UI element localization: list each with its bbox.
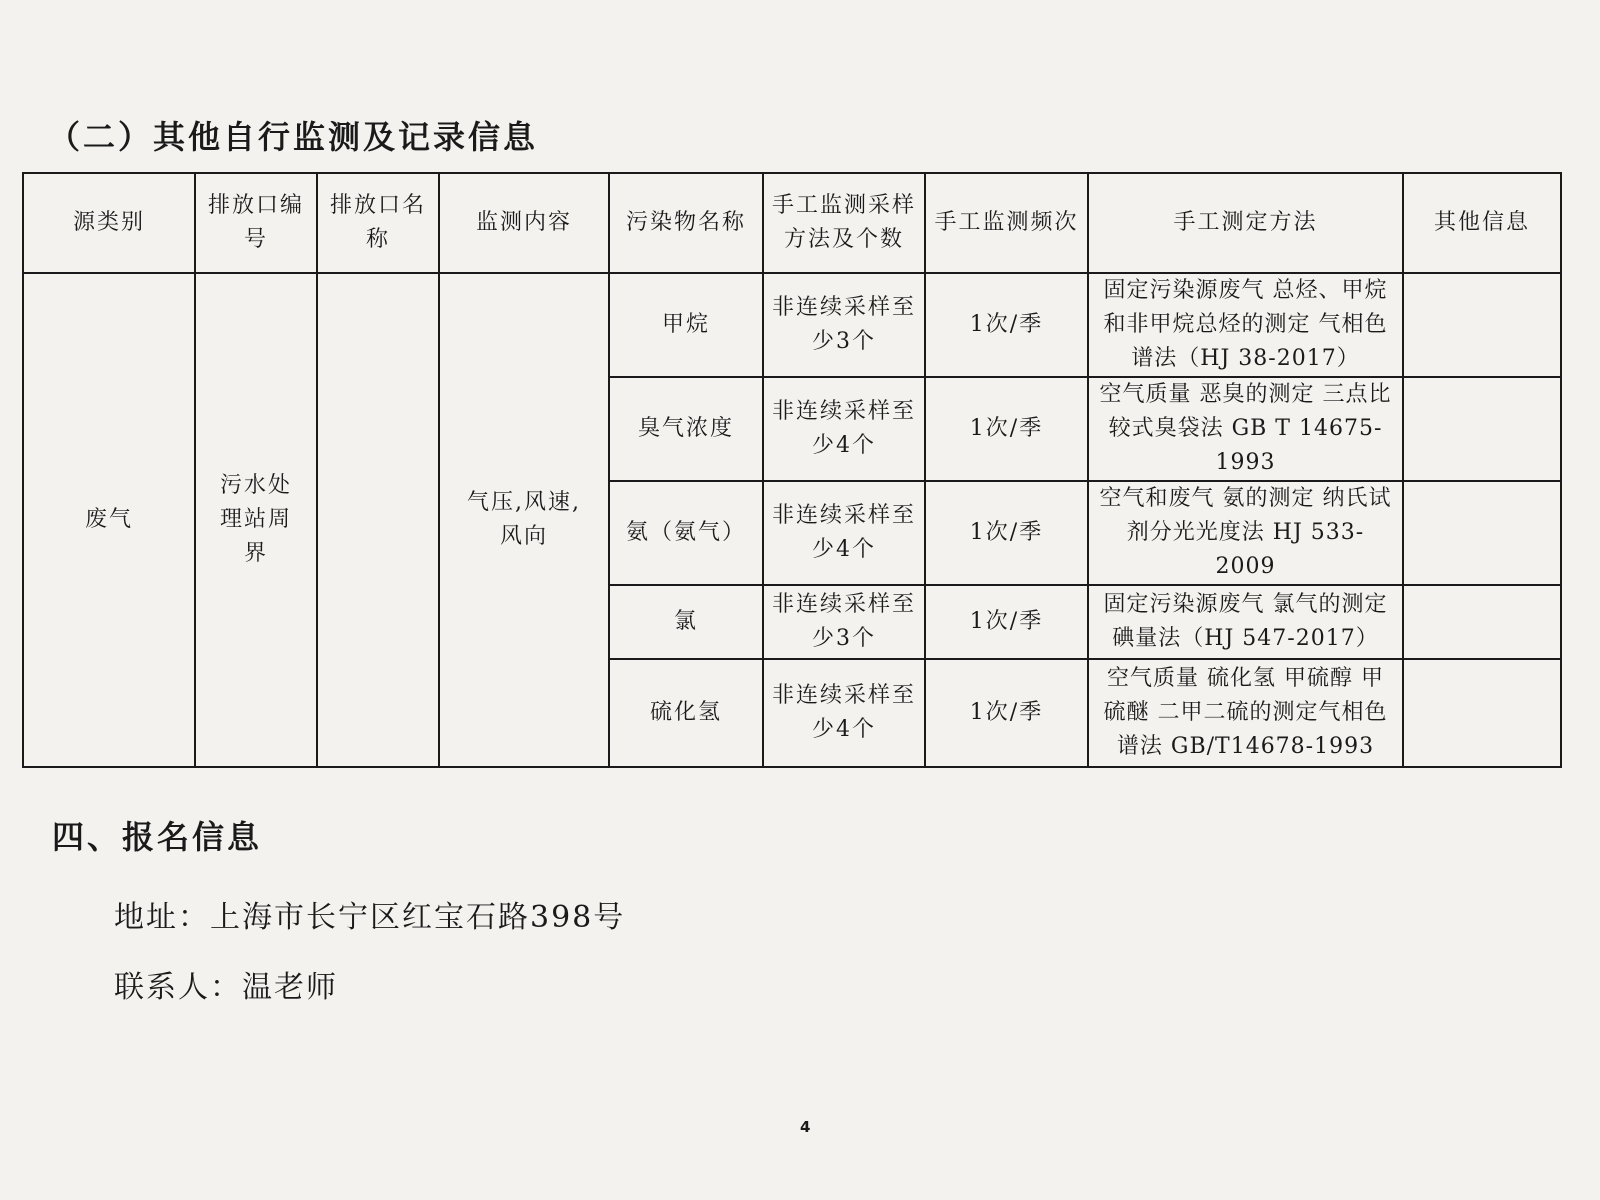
sampling-cell: 非连续采样至少3个: [763, 585, 925, 659]
monitoring-table: [22, 172, 1562, 768]
pollutant-cell: 臭气浓度: [609, 377, 763, 481]
section-title: （二）其他自行监测及记录信息: [48, 118, 539, 156]
method-cell: 空气质量 恶臭的测定 三点比较式臭袋法 GB T 14675-1993: [1088, 377, 1403, 481]
method-cell: 固定污染源废气 氯气的测定 碘量法（HJ 547-2017）: [1088, 585, 1403, 659]
other-info-cell: [1403, 659, 1561, 767]
table-header-row: [23, 173, 1561, 273]
other-info-cell: [1403, 273, 1561, 377]
header-frequency: 手工监测频次: [925, 173, 1088, 273]
frequency-cell: 1次/季: [925, 659, 1088, 767]
header-outlet-name: 排放口名称: [317, 173, 439, 273]
contact-line: 联系人：温老师: [114, 970, 338, 1005]
header-method: 手工测定方法: [1088, 173, 1403, 273]
frequency-cell: 1次/季: [925, 481, 1088, 585]
header-monitor-content: 监测内容: [439, 173, 609, 273]
frequency-cell: 1次/季: [925, 585, 1088, 659]
pollutant-cell: 硫化氢: [609, 659, 763, 767]
method-cell: 空气质量 硫化氢 甲硫醇 甲硫醚 二甲二硫的测定气相色谱法 GB/T14678-1993: [1088, 659, 1403, 767]
pollutant-cell: 甲烷: [609, 273, 763, 377]
sampling-cell: 非连续采样至少4个: [763, 659, 925, 767]
header-pollutant: 污染物名称: [609, 173, 763, 273]
pollutant-cell: 氯: [609, 585, 763, 659]
sampling-cell: 非连续采样至少4个: [763, 481, 925, 585]
header-outlet-id: 排放口编号: [195, 173, 317, 273]
outlet-id-cell: 污水处理站周界: [195, 273, 317, 767]
pollutant-cell: 氨（氨气）: [609, 481, 763, 585]
table-row: [23, 273, 1561, 377]
other-info-cell: [1403, 377, 1561, 481]
sampling-cell: 非连续采样至少4个: [763, 377, 925, 481]
monitor-content-cell: 气压,风速,风向: [439, 273, 609, 767]
source-type-cell: 废气: [23, 273, 195, 767]
other-info-cell: [1403, 481, 1561, 585]
method-cell: 固定污染源废气 总烃、甲烷和非甲烷总烃的测定 气相色谱法（HJ 38-2017）: [1088, 273, 1403, 377]
address-line: 地址：上海市长宁区红宝石路398号: [114, 900, 626, 935]
header-other-info: 其他信息: [1403, 173, 1561, 273]
method-cell: 空气和废气 氨的测定 纳氏试剂分光光度法 HJ 533-2009: [1088, 481, 1403, 585]
frequency-cell: 1次/季: [925, 273, 1088, 377]
header-sampling: 手工监测采样方法及个数: [763, 173, 925, 273]
header-source-type: 源类别: [23, 173, 195, 273]
sampling-cell: 非连续采样至少3个: [763, 273, 925, 377]
section4-title: 四、报名信息: [52, 818, 263, 856]
page-number: 4: [800, 1118, 811, 1136]
other-info-cell: [1403, 585, 1561, 659]
outlet-name-cell: [317, 273, 439, 767]
frequency-cell: 1次/季: [925, 377, 1088, 481]
